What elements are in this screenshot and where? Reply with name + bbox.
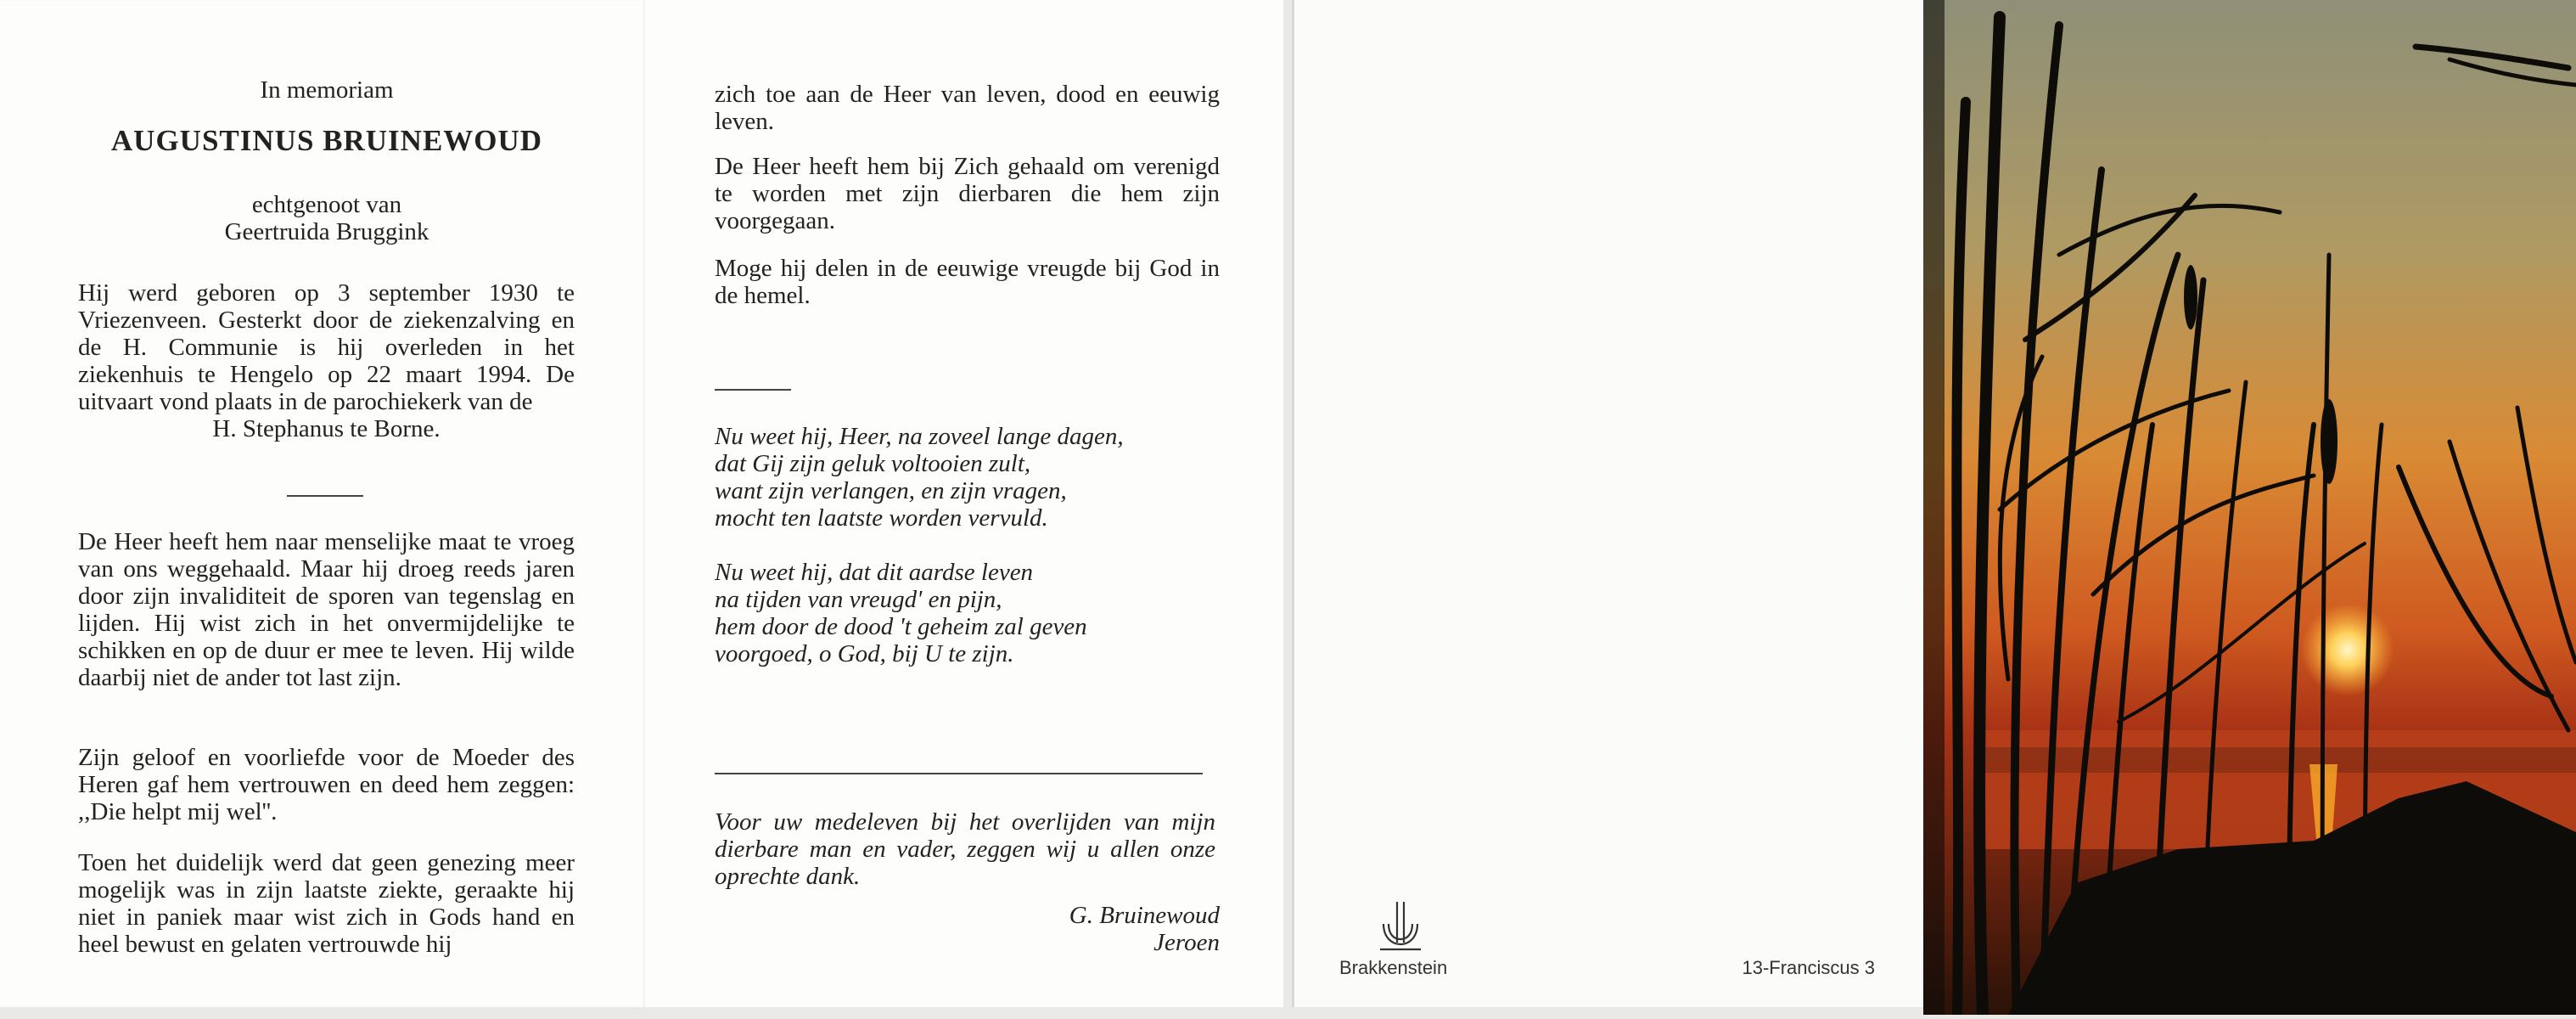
biography-text: Hij werd geboren op 3 september 1930 te Vriezenveen. Gesterkt door de ziekenzalving en de H. Communie is hij overleden in het ziekenhuis te Hengelo op 22 maart 1994. De uitvaart vond plaats in de parochiekerk van de xyxy=(78,279,575,415)
sunset-photo xyxy=(1923,0,2576,1015)
deceased-name: AUGUSTINUS BRUINEWOUD xyxy=(110,124,543,157)
signature-block xyxy=(715,902,1220,956)
signature-name: G. Bruinewoud xyxy=(1069,902,1220,929)
memorial-heading: In memoriam xyxy=(260,76,394,104)
spouse-label: echtgenoot van xyxy=(251,191,402,218)
poem xyxy=(715,423,1224,695)
poem-line: Nu weet hij, Heer, na zoveel lange dagen, xyxy=(715,423,1124,450)
biography-last-line: H. Stephanus te Borne. xyxy=(212,415,441,442)
poem-line: Nu weet hij, dat dit aardse leven xyxy=(715,559,1034,586)
poem-line: hem door de dood 't geheim zal geven xyxy=(715,613,1087,640)
final-days-paragraph: Toen het duidelijk werd dat geen genezing meer mogelijk was in zijn laatste ziekte, geraakte hij niet in paniek maar wist zich in Gods hand en heel bewust en gelaten vertrouwde hij xyxy=(78,849,575,958)
spouse-name: Geertruida Bruggink xyxy=(224,218,429,245)
publisher-name: Brakkenstein xyxy=(1339,957,1448,978)
thanks-paragraph: Voor uw medeleven bij het overlijden van mijn dierbare man en vader, zeggen wij u allen onze oprechte dank. xyxy=(715,808,1215,890)
spouse-block xyxy=(68,191,586,245)
poem-line: mocht ten laatste worden vervuld. xyxy=(715,504,1048,532)
print-code: 13-Franciscus 3 xyxy=(1742,957,1875,978)
poem-stanza xyxy=(715,559,1224,667)
card-page-left xyxy=(0,0,645,1007)
poem-line: na tijden van vreugd' en pijn, xyxy=(715,586,1002,613)
poem-line: voorgoed, o God, bij U te zijn. xyxy=(715,640,1014,667)
reunion-paragraph: De Heer heeft hem bij Zich gehaald om verenigd te worden met zijn dierbaren die hem zijn voorgegaan. xyxy=(715,153,1220,234)
continuation-paragraph: zich toe aan de Heer van leven, dood en eeuwig leven. xyxy=(715,81,1220,135)
poem-line: dat Gij zijn geluk voltooien zult, xyxy=(715,450,1031,477)
sunset-reed-image xyxy=(1923,0,2576,1015)
reflection-paragraph: De Heer heeft hem naar menselijke maat te vroeg van ons weggehaald. Maar hij droeg reeds jaren door zijn invaliditeit de sporen van tegenslag en lijden. Hij wist zich in het onvermijdelijke te schikken en op de duur er mee te leven. Hij wilde daarbij niet de ander tot last zijn. xyxy=(78,528,575,691)
biography xyxy=(78,279,575,442)
faith-paragraph: Zijn geloof en voorliefde voor de Moeder des Heren gaf hem vertrouwen en deed hem zeggen: ,,Die helpt mij wel''. xyxy=(78,744,575,825)
brakkenstein-logo-icon xyxy=(1375,898,1426,958)
signature-name: Jeroen xyxy=(1153,929,1220,956)
prayer-paragraph: Moge hij delen in de eeuwige vreugde bij God in de hemel. xyxy=(715,255,1220,309)
divider xyxy=(287,495,363,497)
card-back-page xyxy=(1292,0,1926,1007)
poem-line: want zijn verlangen, en zijn vragen, xyxy=(715,477,1067,504)
poem-stanza xyxy=(715,423,1224,532)
card-page-right xyxy=(645,0,1283,1007)
short-divider xyxy=(715,389,791,391)
long-divider xyxy=(715,773,1203,774)
